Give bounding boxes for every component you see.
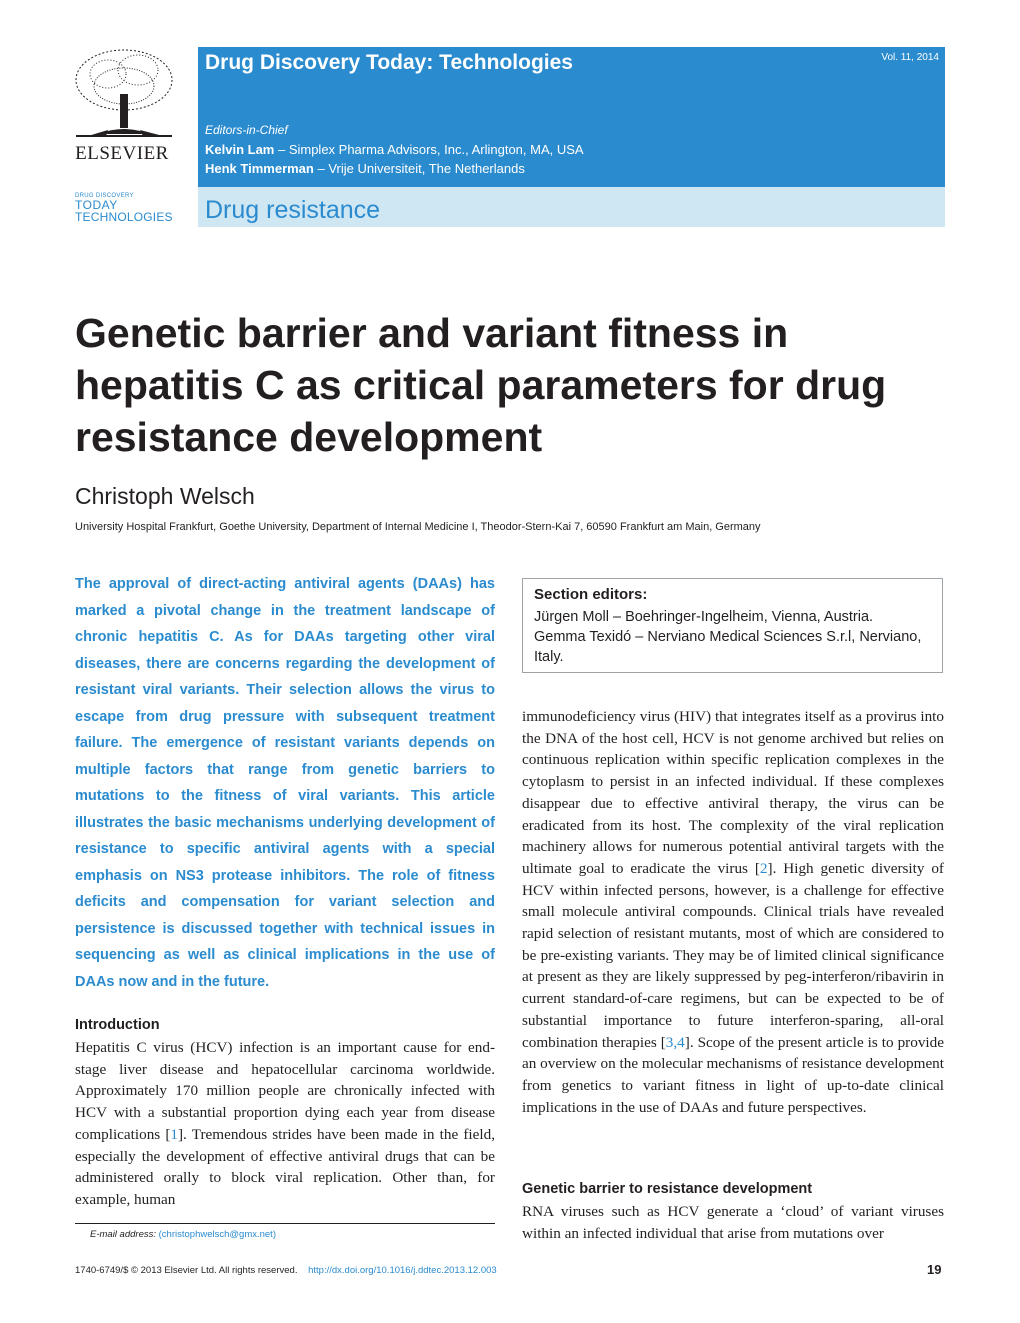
text-run: ]. High genetic diversity of HCV within infected persons, however, is a challenge for effective small molecule antiviral compounds. Clinical trials have revealed rapid selection of resistant mutants, most of which are considered to be pre-existing variants. They may be of limited clinical significance at present as they are likely suppressed by peg-interferon/ribavirin in current standard-of-care regimens, but can be expected to be of substantial importance to future interferon-sparing, all-oral combination therapies [ xyxy=(522,859,944,1051)
reference-link[interactable]: 3,4 xyxy=(665,1033,685,1051)
editor-affiliation: – Simplex Pharma Advisors, Inc., Arlington, MA, USA xyxy=(274,142,584,157)
editor-name: Kelvin Lam xyxy=(205,142,275,157)
introduction-paragraph xyxy=(75,1037,495,1211)
email-label: E-mail address: xyxy=(90,1229,156,1240)
email-footnote xyxy=(90,1229,276,1240)
email-link[interactable]: (christophwelsch@gmx.net) xyxy=(158,1229,276,1240)
section-name: Drug resistance xyxy=(205,196,381,224)
genetic-barrier-paragraph: RNA viruses such as HCV generate a ‘cloud’ of variant viruses within an infected individual that arise from mutations over xyxy=(522,1203,944,1242)
text-run: immunodeficiency virus (HIV) that integrates itself as a provirus into the DNA of the host cell, HCV is not genome archived but relies on continuous replication within specific replication complexes in the cytoplasm to persist in an infected individual. If these complexes disappear due to effective antiviral therapy, the virus can be eradicated from its host. The complexity of the viral replication machinery allows for numerous potential antiviral targets with the ultimate goal to eradicate the virus [ xyxy=(522,708,944,877)
tree-icon xyxy=(68,46,180,141)
elsevier-wordmark: ELSEVIER xyxy=(75,143,169,164)
doi-link[interactable]: http://dx.doi.org/10.1016/j.ddtec.2013.12.003 xyxy=(308,1265,497,1276)
text-run: ]. Scope of the present article is to provide an overview on the molecular mechanisms of resistance development from genetics to variant fitness in light of up-to-date clinical implications in the use of DAAs and future perspectives. xyxy=(522,1033,944,1116)
section-band xyxy=(198,187,945,227)
editor-line xyxy=(205,161,525,176)
page-number: 19 xyxy=(927,1262,942,1277)
section-heading-introduction: Introduction xyxy=(75,1017,160,1033)
section-editor-line: Jürgen Moll – Boehringer-Ingelheim, Vienna, Austria. xyxy=(534,609,874,625)
editors-label: Editors-in-Chief xyxy=(205,123,288,137)
right-column-paragraph xyxy=(522,706,944,1118)
section-editor-line: Gemma Texidó – Nerviano Medical Sciences S.r.l, Nerviano, xyxy=(534,629,922,645)
section-heading-genetic-barrier: Genetic barrier to resistance development xyxy=(522,1181,813,1197)
copyright-text: 1740-6749/$ © 2013 Elsevier Ltd. All rights reserved. xyxy=(75,1265,298,1276)
editor-name: Henk Timmerman xyxy=(205,161,314,176)
footer xyxy=(75,1265,497,1276)
text-run: ]. Tremendous strides have been made in the field, especially the development of effective antiviral drugs that can be administered orally to block viral replication. Other than, for example, human xyxy=(75,1125,495,1208)
journal-header xyxy=(198,47,945,187)
section-editors-box xyxy=(522,578,943,673)
abstract: The approval of direct-acting antiviral agents (DAAs) has marked a pivotal change in the treatment landscape of chronic hepatitis C. As for DAAs targeting other viral diseases, there are concerns regarding the development of resistant viral variants. Their selection allows the virus to escape from drug pressure with subsequent treatment failure. The emergence of resistant variants depends on multiple factors that range from genetic barriers to mutations to the fitness of viral variants. This article illustrates the basic mechanisms underlying development of resistance to specific antiviral agents with a special emphasis on NS3 protease inhibitors. The role of fitness deficits and compensation for variant selection and persistence is discussed together with technical issues in sequencing as well as clinical implications in the use of DAAs now and in the future. xyxy=(75,576,495,990)
text-run: Hepatitis C virus (HCV) infection is an important cause for end-stage liver disease and hepatocellular carcinoma worldwide. Approximately 170 million people are chronically infected with HCV with a substantial proportion dying each year from disease complications [ xyxy=(75,1039,495,1143)
reference-link[interactable]: 1 xyxy=(170,1125,178,1143)
ddt-logo-line: TODAY xyxy=(75,198,118,212)
ddt-logo xyxy=(75,193,180,229)
volume-label: Vol. 11, 2014 xyxy=(881,52,939,63)
reference-link[interactable]: 2 xyxy=(759,859,768,877)
section-editor-line: Italy. xyxy=(534,649,564,665)
editor-affiliation: – Vrije Universiteit, The Netherlands xyxy=(313,161,525,176)
ddt-logo-line: TECHNOLOGIES xyxy=(75,210,173,224)
author-name: Christoph Welsch xyxy=(75,483,255,509)
journal-title: Drug Discovery Today: Technologies xyxy=(205,51,573,74)
ddt-logo-line: DRUG DISCOVERY xyxy=(75,193,134,199)
footnote-rule xyxy=(75,1223,495,1224)
author-affiliation: University Hospital Frankfurt, Goethe University, Department of Internal Medicine I, Theodor-Stern-Kai 7, 60590 Frankfurt am Main, Germany xyxy=(75,521,761,533)
article-title: Genetic barrier and variant fitness in hepatitis C as critical parameters for drug resistance development xyxy=(75,310,887,460)
editor-line xyxy=(205,142,584,157)
section-editors-heading: Section editors: xyxy=(534,586,648,603)
